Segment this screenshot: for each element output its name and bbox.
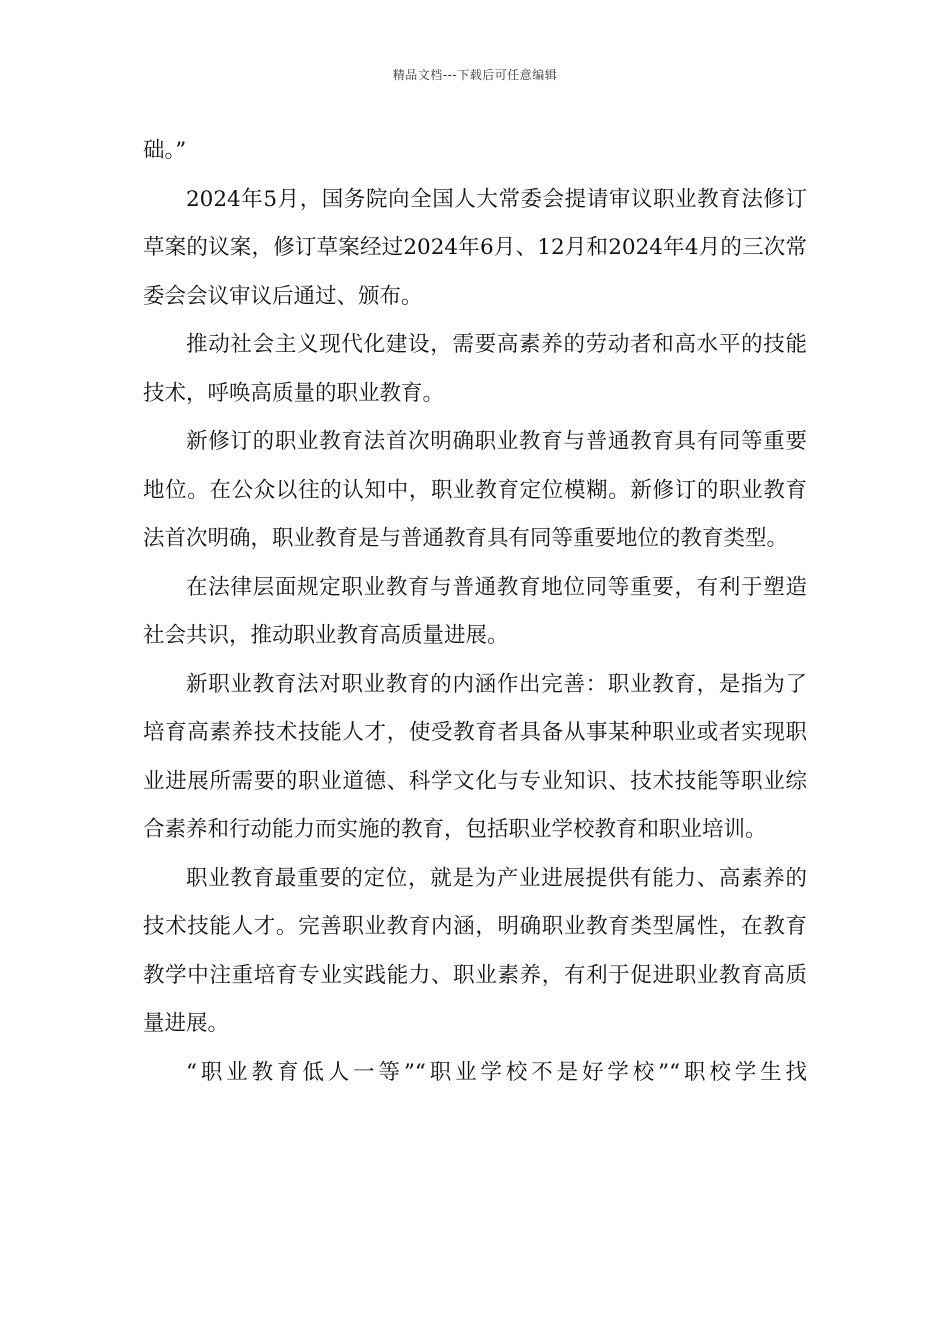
paragraph: 职业教育最重要的定位，就是为产业进展提供有能力、高素养的技术技能人才。完善职业教育内涵，明确职业教育类型属性，在教育教学中注重培育专业实践能力、职业素养，有利于促进职业教育高质量进展。 (143, 865, 807, 1036)
paragraph: 新职业教育法对职业教育的内涵作出完善：职业教育，是指为了培育高素养技术技能人才，使受教育者具备从事某种职业或者实现职业进展所需要的职业道德、科学文化与专业知识、技术技能等职业综合素养和行动能力而实施的教育，包括职业学校教育和职业培训。 (143, 671, 807, 842)
document-body (143, 127, 807, 1097)
paragraph: 在法律层面规定职业教育与普通教育地位同等重要，有利于塑造社会共识，推动职业教育高质量进展。 (143, 574, 807, 648)
paragraph: 2024年5月，国务院向全国人大常委会提请审议职业教育法修订草案的议案，修订草案经过2024年6月、12月和2024年4月的三次常委会会议审议后通过、颁布。 (143, 186, 807, 309)
paragraph: 新修订的职业教育法首次明确职业教育与普通教育具有同等重要地位。在公众以往的认知中，职业教育定位模糊。新修订的职业教育法首次明确，职业教育是与普通教育具有同等重要地位的教育类型。 (143, 429, 807, 551)
page-header: 精品文档---下载后可任意编辑 (392, 68, 558, 82)
paragraph: 推动社会主义现代化建设，需要高素养的劳动者和高水平的技能技术，呼唤高质量的职业教育。 (143, 332, 807, 406)
paragraph: “职业教育低人一等”“职业学校不是好学校”“职校学生找 (186, 1059, 807, 1085)
paragraph: 础。” (143, 138, 187, 163)
